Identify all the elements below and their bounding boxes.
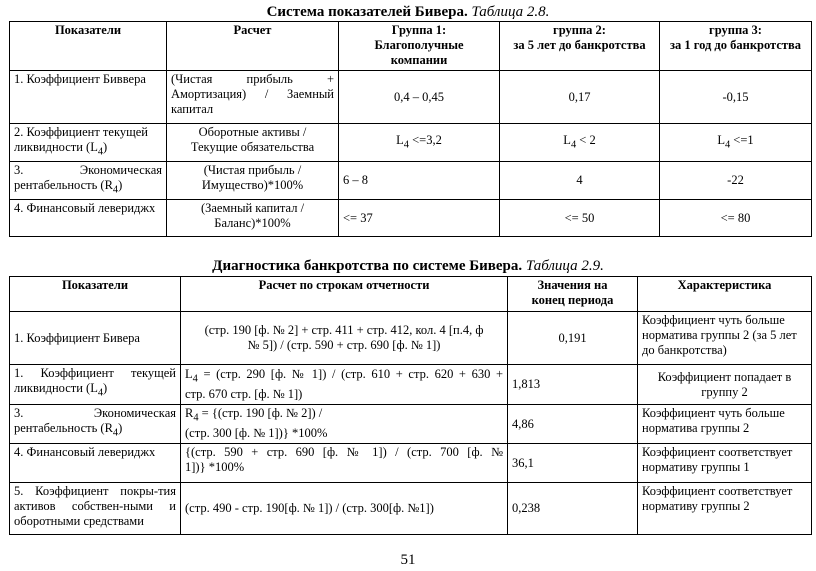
value-cell: 36,1 (508, 444, 638, 483)
calc-cell: (Чистая прибыль + Амортизация) / Заемный капитал (167, 71, 339, 124)
table-row (10, 124, 812, 162)
table1-header-row (10, 22, 812, 71)
table1-title-text: Система показателей Бивера. (266, 4, 468, 20)
table2-header-row (10, 277, 812, 312)
characteristic-cell: Коэффициент чуть больше норматива группы 2 (за 5 лет до банкротства) (638, 312, 812, 365)
group3-cell: <= 80 (660, 200, 812, 237)
bankruptcy-diagnostics-table (9, 276, 812, 535)
group2-cell: 0,17 (500, 71, 660, 124)
table2-title-text: Диагностика банкротства по системе Бивера. (212, 258, 523, 274)
indicator-cell: 3. Экономическая рентабельность $(R_4)$ (10, 405, 181, 444)
table2-header-value: Значения на конец периода (508, 277, 638, 312)
characteristic-cell: Коэффициент попадает в группу 2 (638, 365, 812, 405)
indicator-cell: 1. Коэффициент текущей ликвидности $(L_4)$ (10, 365, 181, 405)
group1-cell: <= 37 (339, 200, 500, 237)
indicator-cell: 2. Коэффициент текущей ликвидности $(L_4)$ (10, 124, 167, 162)
group3-cell: -0,15 (660, 71, 812, 124)
table2-caption: Таблица 2.9. (525, 258, 604, 274)
table1-title (0, 3, 816, 21)
page-number: 51 (400, 552, 416, 568)
indicator-cell: 4. Финансовый левериджх (10, 200, 167, 237)
characteristic-cell: Коэффициент соответствует нормативу группы 1 (638, 444, 812, 483)
table-row (10, 365, 812, 405)
table2-header-characteristic: Характеристика (638, 277, 812, 312)
calc-cell: Оборотные активы / Текущие обязательства (167, 124, 339, 162)
calc-cell: (стр. 190 [ф. № 2] + стр. 411 + стр. 412, кол. 4 [п.4, ф № 5]) / (стр. 590 + стр. 690 [ф. № 1]) (181, 312, 508, 365)
value-cell: 4,86 (508, 405, 638, 444)
group3-cell: $L_4 <=1$ (660, 124, 812, 162)
group1-cell: 0,4 – 0,45 (339, 71, 500, 124)
value-cell: 1,813 (508, 365, 638, 405)
calc-cell: (Заемный капитал / Баланс)*100% (167, 200, 339, 237)
table1-header-group1: Группа 1: Благополучные компании (339, 22, 500, 71)
table2-header-indicators: Показатели (10, 277, 181, 312)
table-row (10, 405, 812, 444)
table-row (10, 200, 812, 237)
table2-header-calculation: Расчет по строкам отчетности (181, 277, 508, 312)
calc-cell: $L_4 = (стр$. 290 [ф. № 1]) / (стр. 610 + стр. 620 + 630 + стр. 670 стр. [ф. № 1]) (181, 365, 508, 405)
table-row (10, 71, 812, 124)
group1-cell: $L_4 <=3,2$ (339, 124, 500, 162)
group2-cell: <= 50 (500, 200, 660, 237)
table1-header-calculation: Расчет (167, 22, 339, 71)
group1-cell: 6 – 8 (339, 162, 500, 200)
table1-header-group3: группа 3: за 1 год до банкротства (660, 22, 812, 71)
characteristic-cell: Коэффициент соответствует нормативу группы 2 (638, 483, 812, 535)
table1-caption: Таблица 2.8. (471, 4, 550, 20)
group2-cell: $L_4 < 2$ (500, 124, 660, 162)
table-row (10, 312, 812, 365)
indicator-cell: 5. Коэффициент покры-тия активов собствен-ными и оборотными средствами (10, 483, 181, 535)
table-row (10, 162, 812, 200)
indicator-cell: 4. Финансовый левериджх (10, 444, 181, 483)
beaver-system-table (9, 21, 812, 237)
calc-cell: (стр. 490 - стр. 190[ф. № 1]) / (стр. 300[ф. №1]) (181, 483, 508, 535)
table1-header-group2: группа 2: за 5 лет до банкротства (500, 22, 660, 71)
calc-cell: (Чистая прибыль / Имущество)*100% (167, 162, 339, 200)
characteristic-cell: Коэффициент чуть больше норматива группы 2 (638, 405, 812, 444)
group3-cell: -22 (660, 162, 812, 200)
indicator-cell: 3. Экономическая рентабельность $(R_4)$ (10, 162, 167, 200)
value-cell: 0,238 (508, 483, 638, 535)
table-row (10, 444, 812, 483)
group2-cell: 4 (500, 162, 660, 200)
calc-cell: {(стр. 590 + стр. 690 [ф. № 1]) / (стр. 700 [ф. № 1])} *100% (181, 444, 508, 483)
indicator-cell: 1. Коэффициент Биввера (10, 71, 167, 124)
indicator-cell: 1. Коэффициент Бивера (10, 312, 181, 365)
value-cell: 0,191 (508, 312, 638, 365)
table-row (10, 483, 812, 535)
table1-header-indicators: Показатели (10, 22, 167, 71)
table2-title (0, 257, 816, 275)
calc-cell: $R_4 = \{(стр$. 190 [ф. № 2]) / (стр. 300 [ф. № 1])} *100% (181, 405, 508, 444)
